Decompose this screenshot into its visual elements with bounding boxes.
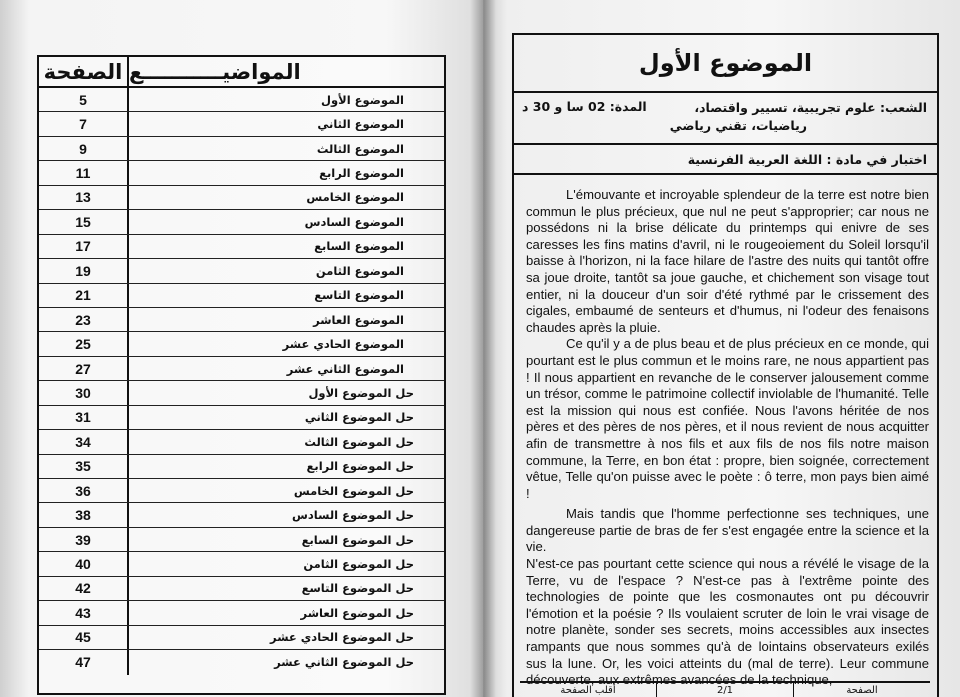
toc-row: [39, 357, 444, 381]
exam-streams-line2: رياضيات، تقني رياضي: [669, 118, 807, 133]
toc-page-number: 13: [39, 186, 129, 209]
toc-topic-title: حل الموضوع الثامن: [303, 557, 414, 572]
toc-page-number: 36: [39, 479, 129, 502]
toc-page-number: 39: [39, 528, 129, 551]
toc-page-number: 23: [39, 308, 129, 331]
passage-paragraph-2: Ce qu'il y a de plus beau et de plus précieux en ce monde, qui pourtant est le plus commun et le moins rare, ne nous appartient pas ! Il nous appartient en revanche de le conserver jalousement comme un trésor, comme le patrimoine collectif inviolable de l'humanité. Telle est la mission qui nous est confiée. Nous l'avons héritée de nos pères et des pères de nos pères, et il nous revient de nous acquitter afin de transmettre à nos fils et aux fils de nos fils notre maison commune, la Terre, en bon état : propre, bien soignée, correctement vêtue, Telle qu'on puisse avec le poète : ô terre, mon pays bien aimé !: [526, 336, 929, 501]
toc-page-number: 38: [39, 503, 129, 526]
toc-row: [39, 528, 444, 552]
passage-paragraph-3: Mais tandis que l'homme perfectionne ses techniques, une dangereuse partie de bras de fer s'est engagée entre la science et la vie.: [526, 506, 929, 555]
exam-passage: [514, 175, 937, 689]
footer-page-label: الصفحة: [793, 683, 930, 697]
toc-row: [39, 88, 444, 112]
passage-paragraph-1: L'émouvante et incroyable splendeur de la terre est notre bien commun le plus précieux, que nul ne peut s'approprier; car nous ne possédons ni la brise délicate du printemps qui enivre de ses caresses les fins matins d'avril, ni le rougeoiement du Soleil lorsqu'il baisse à l'horizon, ni la face hilare de l'astre des nuits qui tantôt offre sa joue droite, tantôt sa joue gauche, et chichement son visage tout entier, ni la douceur d'un soir d'été rythmé par le crissement des cigales, embaumé de senteurs et d'humus, ni l'odeur des fenaisons chaudes après la pluie.: [526, 187, 929, 335]
toc-row: [39, 552, 444, 576]
toc-rows: [39, 88, 444, 675]
toc-page-number: 21: [39, 284, 129, 307]
toc-topic-title: الموضوع العاشر: [313, 312, 404, 327]
toc-page-number: 30: [39, 381, 129, 404]
exam-duration: المدة: 02 سا و 30 د: [522, 99, 647, 114]
toc-row: [39, 650, 444, 674]
toc-table: [37, 55, 446, 695]
toc-page-number: 47: [39, 650, 129, 674]
toc-topic-title: حل الموضوع السادس: [292, 508, 414, 523]
toc-topic-title: الموضوع الثاني: [317, 117, 404, 132]
toc-row: [39, 406, 444, 430]
toc-page-number: 15: [39, 210, 129, 233]
toc-row: [39, 161, 444, 185]
toc-page-number: 40: [39, 552, 129, 575]
toc-topic-title: حل الموضوع الثاني: [304, 410, 414, 425]
toc-page-number: 43: [39, 601, 129, 624]
toc-row: [39, 479, 444, 503]
toc-topic-title: الموضوع السادس: [304, 214, 404, 229]
toc-topic-title: حل الموضوع التاسع: [301, 581, 414, 596]
toc-topic-title: الموضوع الثامن: [315, 263, 404, 278]
exam-footer: [520, 681, 930, 697]
exam-title: الموضوع الأول: [514, 35, 937, 93]
toc-page-number: 34: [39, 430, 129, 453]
toc-page-number: 45: [39, 626, 129, 649]
exam-meta: [514, 93, 937, 145]
toc-topic-title: الموضوع الثالث: [316, 141, 404, 156]
toc-row: [39, 332, 444, 356]
toc-page-number: 31: [39, 406, 129, 429]
toc-topic-title: حل الموضوع السابع: [301, 532, 414, 547]
toc-topic-title: الموضوع الثاني عشر: [286, 361, 404, 376]
toc-header-topics: المواضيـــــــــــع: [129, 59, 301, 84]
toc-row: [39, 381, 444, 405]
toc-header-row: [39, 57, 444, 88]
toc-page-number: 9: [39, 137, 129, 160]
toc-row: [39, 284, 444, 308]
footer-page-value: 2/1: [656, 683, 793, 697]
toc-topic-title: حل الموضوع الخامس: [293, 483, 414, 498]
toc-topic-title: الموضوع الرابع: [319, 166, 404, 181]
toc-topic-title: حل الموضوع الثالث: [304, 434, 414, 449]
toc-topic-title: حل الموضوع الرابع: [306, 459, 414, 474]
toc-page-number: 5: [39, 88, 129, 111]
toc-header-page: الصفحة: [39, 57, 129, 86]
toc-row: [39, 235, 444, 259]
toc-row: [39, 503, 444, 527]
exam-streams: الشعب: علوم تجريبية، تسيير واقتصاد،: [694, 100, 927, 115]
toc-row: [39, 577, 444, 601]
toc-page-number: 42: [39, 577, 129, 600]
toc-topic-title: الموضوع الأول: [321, 92, 404, 107]
toc-topic-title: حل الموضوع الأول: [308, 385, 414, 400]
exam-subject: اختبار في مادة : اللغة العربية الفرنسية: [514, 145, 937, 175]
toc-topic-title: الموضوع الحادي عشر: [282, 337, 404, 352]
toc-row: [39, 601, 444, 625]
toc-page-number: 19: [39, 259, 129, 282]
toc-row: [39, 430, 444, 454]
toc-page-number: 35: [39, 455, 129, 478]
toc-topic-title: حل الموضوع العاشر: [300, 605, 414, 620]
toc-row: [39, 455, 444, 479]
toc-page-number: 27: [39, 357, 129, 380]
toc-row: [39, 112, 444, 136]
book-gutter: [470, 0, 496, 697]
toc-topic-title: الموضوع السابع: [314, 239, 404, 254]
toc-page-number: 17: [39, 235, 129, 258]
toc-page-number: 7: [39, 112, 129, 135]
footer-turn-page: أقلب الصفحة: [560, 684, 616, 696]
passage-paragraph-4: N'est-ce pas pourtant cette science qui nous a révélé le visage de la Terre, vu de l'espace ? N'est-ce pas à l'extrême pointe des technologies de pointe que les cosmonautes ont pu découvrir l'émotion et la poésie ? Ils voulaient scruter de loin le vrai visage de notre planète, sonder ses secrets, moins accessibles aux insectes rampants que nous sommes qu'à de lointains observateurs exilés sus la lune. Or, les voici atteints du (mal de terre). Leur commune découverte, aux extrêmes avancées de la technique,: [526, 556, 929, 688]
toc-topic-title: حل الموضوع الثاني عشر: [274, 655, 414, 670]
toc-page-number: 25: [39, 332, 129, 355]
toc-row: [39, 137, 444, 161]
toc-row: [39, 308, 444, 332]
toc-topic-title: الموضوع الخامس: [306, 190, 404, 205]
toc-topic-title: الموضوع التاسع: [314, 288, 404, 303]
toc-topic-title: حل الموضوع الحادي عشر: [270, 630, 414, 645]
toc-row: [39, 186, 444, 210]
toc-page-number: 11: [39, 161, 129, 184]
toc-row: [39, 210, 444, 234]
toc-row: [39, 259, 444, 283]
exam-sheet: [512, 33, 939, 697]
toc-row: [39, 626, 444, 650]
